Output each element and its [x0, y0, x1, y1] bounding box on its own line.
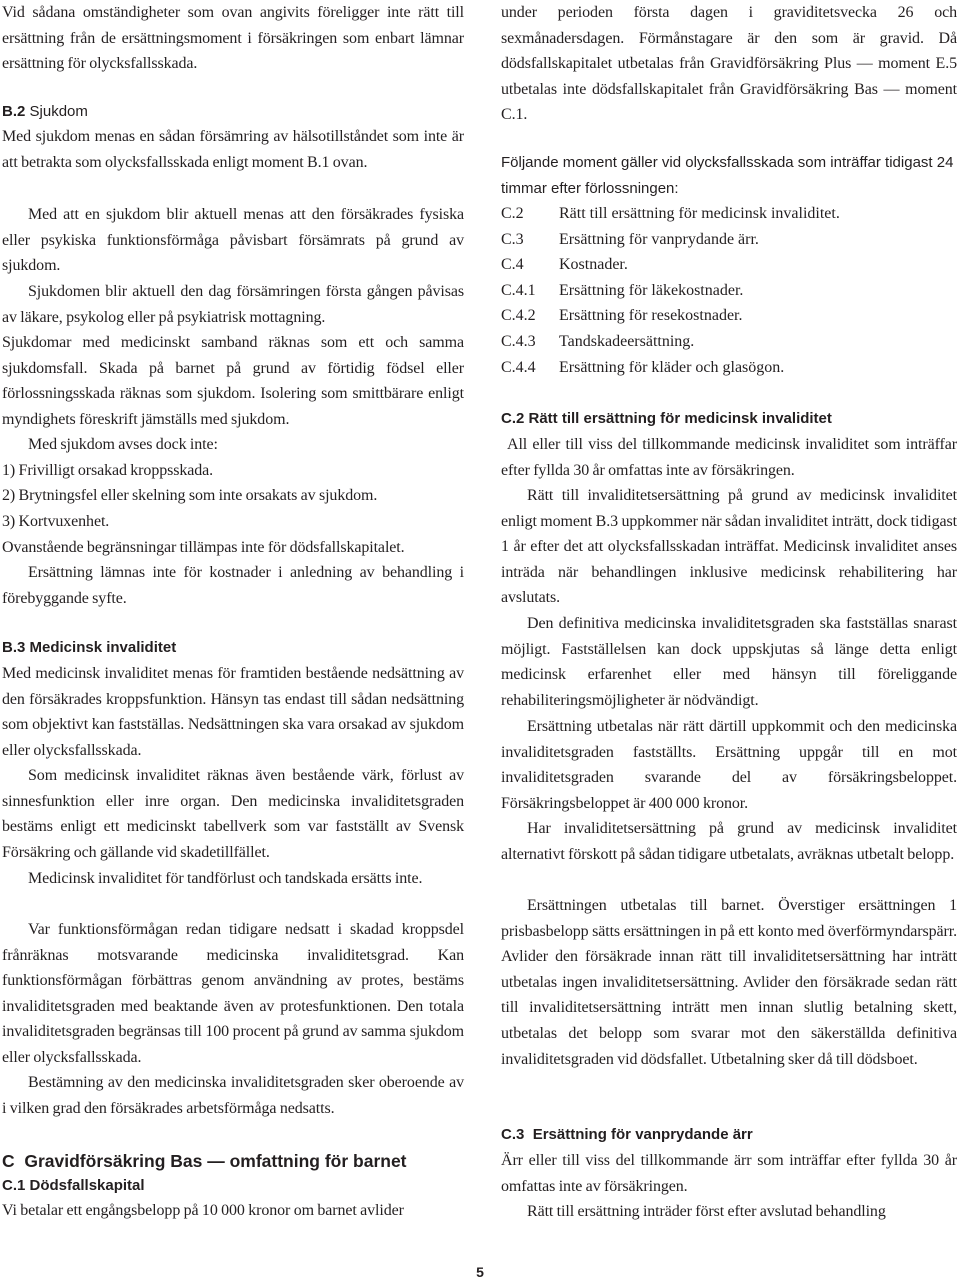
moments-intro: Följande moment gäller vid olycksfallsskada som inträffar tidigast 24 timmar efter förlossningen: [501, 154, 954, 197]
moment-item: C.4 Kostnader. [501, 256, 628, 274]
section-c3-heading: C.3 Ersättning för vanprydande ärr [501, 1126, 753, 1143]
c1-continuation: under perioden första dagen i graviditetsvecka 26 och sexmånadersdagen. Förmånstagare är den som är gravid. Då dödsfallskapitalet utbetalas från Gravidförsäkring Plus — moment E.5 utbetalas inte dödsfallskapitalet från Gravidförsäkring Bas — moment C.1. [501, 4, 957, 124]
moment-item: C.4.2 Ersättning för resekostnader. [501, 307, 743, 325]
b3-para-2: Som medicinsk invaliditet räknas även bestående värk, förlust av sinnesfunktion eller inre organ. Den medicinska invaliditetsgraden bestäms enligt ett medicinskt tabellverk som var fastställt av Svensk Försäkring och gällande vid skadetillfället. [2, 767, 464, 861]
c1-para-1: Vi betalar ett engångsbelopp på 10 000 kronor om barnet avlider [2, 1202, 404, 1219]
b3-para-4: Var funktionsförmågan redan tidigare nedsatt i skadad kroppsdel frånräknas motsvarande medicinska invaliditetsgrad. Kan funktionsförmågan förbättras genom användning av protes, bestäms invaliditetsgraden med beaktande även av protesfunktionen. Den totala invaliditetsgraden begränsas till 100 procent på grund av samma sjukdom eller olycksfallsskada. [2, 921, 464, 1066]
b2-para-6: Ovanstående begränsningar tillämpas inte för dödsfallskapitalet. [2, 539, 405, 556]
b3-para-1: Med medicinsk invaliditet menas för framtiden bestående nedsättning av den försäkrades kroppsfunktion. Hänsyn tas endast till sådan nedsättning som objektivt kan fastställas. Nedsättningen ska vara orsakad av sjukdom eller olycksfallsskada. [2, 665, 464, 759]
c2-para-4: Ersättning utbetalas när rätt därtill uppkommit och den medicinska invaliditetsgraden fastställts. Ersättning uppgår till en mot invaliditetsgraden svarande del av försäkringsbeloppet. Försäkringsbeloppet är 400 000 kronor. [501, 718, 957, 812]
section-b3 [2, 636, 464, 660]
section-b2 [2, 100, 464, 124]
c3-para-1: Ärr eller till viss del tillkommande ärr som inträffar efter fyllda 30 år omfattas inte av försäkringen. [501, 1152, 957, 1195]
section-b2-heading: B.2 Sjukdom [2, 103, 88, 120]
c2-para-3: Den definitiva medicinska invaliditetsgraden ska fastställas snarast möjligt. Fastställelsen kan dock uppskjutas så länge detta enligt medicinsk erfarenhet eller med hänsyn till föreliggande rehabiliteringsmöjligheter är nödvändigt. [501, 615, 957, 709]
c2-para-2: Rätt till invaliditetsersättning på grund av medicinsk invaliditet enligt moment B.3 uppkommer när sådan invaliditet inträtt, dock tidigast 1 år efter det att olycksfallsskadan inträffat. Medicinsk invaliditet anses inträda när behandlingen inklusive medicinsk rehabilitering har avslutats. [501, 487, 957, 607]
section-c3 [501, 1123, 957, 1147]
moments-list [501, 201, 957, 380]
section-c [2, 1148, 464, 1174]
c3-para-2: Rätt till ersättning inträder först efter avslutad behandling [527, 1203, 886, 1220]
section-c2 [501, 407, 957, 431]
page-number: 5 [476, 1264, 484, 1280]
intro-paragraph: Vid sådana omständigheter som ovan angivits föreligger inte rätt till ersättning från de ersättningsmoment i försäkringen som enbart lämnar ersättning för olycksfallsskada. [2, 4, 464, 73]
moment-item: C.4.1 Ersättning för läkekostnader. [501, 281, 744, 299]
moment-item: C.3 Ersättning för vanprydande ärr. [501, 230, 759, 248]
b2-list-3: 3) Kortvuxenhet. [2, 513, 110, 530]
section-b3-heading: B.3 Medicinsk invaliditet [2, 639, 177, 656]
section-c-heading: C Gravidförsäkring Bas — omfattning för barnet [2, 1151, 407, 1171]
b3-para-5: Bestämning av den medicinska invaliditetsgraden sker oberoende av i vilken grad den försäkrades arbetsförmåga nedsatts. [2, 1074, 464, 1117]
b2-para-3: Sjukdomen blir aktuell den dag försämringen första gången påvisas av läkare, psykolog eller på psykiatrisk mottagning. [2, 283, 464, 326]
c2-para-1: All eller till viss del tillkommande medicinsk invaliditet som inträffar efter fyllda 30 år omfattas inte av försäkringen. [501, 436, 957, 479]
moment-item: C.4.3 Tandskadeersättning. [501, 332, 695, 350]
b2-para-5: Med sjukdom avses dock inte: [28, 436, 218, 453]
b2-para-4: Sjukdomar med medicinskt samband räknas som ett och samma sjukdomsfall. Skada på barnet på grund av förtidig födsel eller förlossningsskada räknas som sjukdom. Isolering som smittbärare enligt myndighets föreskrift jämställs med sjukdom. [2, 334, 464, 428]
c2-para-6: Ersättningen utbetalas till barnet. Överstiger ersättningen 1 prisbasbelopp sätts ersättningen in på ett konto med överförmyndarspärr. Avlider den försäkrade innan rätt till invaliditetsersättning har inträtt utbetalas ingen invaliditetsersättning. Avlider den försäkrade sedan rätt till invaliditetsersättning inträtt men innan slutlig betalning skett, utbetalas det belopp som svarar mot den säkerställda definitiva invaliditetsgraden vid dödsfallet. Utbetalning sker då till dödsboet. [501, 897, 957, 1068]
b2-para-7: Ersättning lämnas inte för kostnader i anledning av behandling i förebyggande syfte. [2, 564, 464, 607]
section-c1-heading: C.1 Dödsfallskapital [2, 1177, 145, 1194]
b2-para-2: Med att en sjukdom blir aktuell menas att den försäkrades fysiska eller psykiska funktionsförmåga påvisbart försämrats på grund av sjukdom. [2, 206, 464, 275]
b2-para-1: Med sjukdom menas en sådan försämring av hälsotillståndet som inte är att betrakta som olycksfallsskada enligt moment B.1 ovan. [2, 128, 464, 171]
moment-item: C.2 Rätt till ersättning för medicinsk invaliditet. [501, 205, 840, 222]
b2-list-2: 2) Brytningsfel eller skelning som inte orsakats av sjukdom. [2, 487, 378, 504]
c2-para-5: Har invaliditetsersättning på grund av medicinsk invaliditet alternativt förskott på sådan tidigare utbetalats, avräknas utbetalt belopp. [501, 820, 957, 863]
b3-para-3: Medicinsk invaliditet för tandförlust och tandskada ersätts inte. [28, 870, 423, 887]
section-c1 [2, 1174, 464, 1198]
section-c2-heading: C.2 Rätt till ersättning för medicinsk invaliditet [501, 410, 832, 427]
moment-item: C.4.4 Ersättning för kläder och glasögon. [501, 358, 785, 376]
b2-list-1: 1) Frivilligt orsakad kroppsskada. [2, 462, 214, 479]
